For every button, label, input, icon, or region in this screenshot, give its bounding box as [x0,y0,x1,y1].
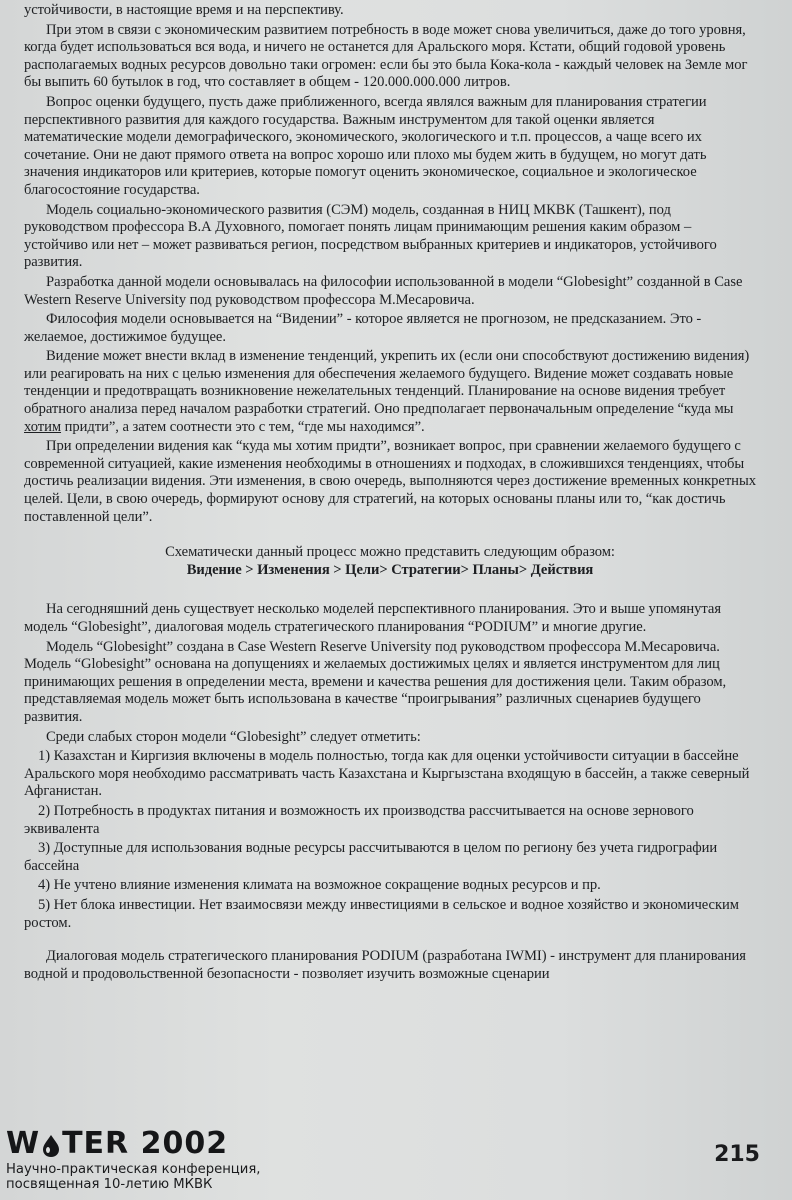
list-item: 5) Нет блока инвестиции. Нет взаимосвязи между инвестициями в сельское и водное хозяйство и экономическим ростом. [24,896,739,931]
page-number: 215 [714,1142,760,1167]
spacer [24,934,756,948]
scheme [24,544,756,579]
paragraph-vision-tail: придти”, а затем соотнести это с тем, “где мы находимся”. [61,418,425,435]
underlined-word: хотим [24,418,62,435]
footer [6,1128,786,1196]
paragraph: Среди слабых сторон модели “Globesight” следует отметить: [46,728,421,745]
scheme-chain: Видение > Изменения > Цели> Стратегии> Планы> Действия [186,561,594,578]
logo-text: TER 2002 [62,1126,229,1161]
list-item: 4) Не учтено влияние изменения климата на возможное сокращение водных ресурсов и пр. [38,877,601,894]
paragraph-vision [24,348,756,436]
conference-line-1: Научно-практическая конференция, [6,1162,261,1177]
paragraph: Вопрос оценки будущего, пусть даже приближенного, всегда являлся важным для планирования стратегии перспективного развития для каждого государства. Важным инструментом для такой оценки является математические модели демографического, экономического, экологического и т.п. процессов, а чаще всего их сочетание. Они не дают прямого ответа на вопрос хорошо или плохо мы будем жить в будущем, но могут дать значения индикаторов или критериев, которые помогут оценить экономическое, социальное и экологическое благосостояние государства. [24,93,707,198]
list-item: 2) Потребность в продуктах питания и возможность их производства рассчитывается на основе зернового эквивалента [24,802,694,837]
main-text [24,2,756,985]
water-2002-logo [6,1128,228,1160]
paragraph: При этом в связи с экономическим развитием потребность в воде может снова увеличиться, даже до того уровня, когда будет использоваться вся вода, и ничего не останется для Аральского моря. Кстати, общий годовой уровень располагаемых водных ресурсов довольно таки огромен: если бы это была Кока-кола - каждый человек на Земле мог бы выпить 60 бутылок в год, что составляет в общем - 120.000.000.000 литров. [24,21,748,91]
paragraph: На сегодняшний день существует несколько моделей перспективного планирования. Это и выше упомянутая модель “Globesight”, диалоговая модель стратегического планирования “PODIUM” и многие другие. [24,601,721,635]
paragraph: При определении видения как “куда мы хотим придти”, возникает вопрос, при сравнении желаемого будущего с современной ситуацией, какие изменения необходимы в отношениях и подходах, в сложившихся тенденциях, чтобы достичь реализации видения. Эти изменения, в свою очередь, выполняются через достижение временных конкретных целей. Цели, в свою очередь, формируют основу для стратегий, на которых основаны планы или то, “как достичь поставленной цели”. [24,438,756,525]
paragraph: Модель социально-экономического развития (СЭМ) модель, созданная в НИЦ МКВК (Ташкент), под руководством профессора В.А Духовного, помогает понять лицам принимающим решения каким образом – устойчиво или нет – может развиваться регион, посредством выбранных критериев и индикаторов, устойчивого развития. [24,201,717,271]
paragraph: устойчивости, в настоящие время и на перспективу. [24,2,344,18]
scheme-intro: Схематически данный процесс можно представить следующим образом: [165,544,615,561]
paragraph: Модель “Globesight” создана в Case Western Reserve University под руководством профессора М.Месаровича. Модель “Globesight” основана на допущениях и желаемых достижимых целях и является инструментом для лиц принимающих решения в определении места, времени и качества решения для достижения цели. Таким образом, представляемая модель может быть использована в качестве “проигрывания” различных сценариев будущего развития. [24,638,727,725]
logo-letter-w: W [6,1126,41,1161]
paragraph: Диалоговая модель стратегического планирования PODIUM (разработана IWMI) - инструмент для планирования водной и продовольственной безопасности - позволяет изучить возможные сценарии [24,948,746,982]
water-drop-icon [41,1133,61,1157]
conference-caption [6,1162,260,1192]
list-item: 1) Казахстан и Киргизия включены в модель полностью, тогда как для оценки устойчивости ситуации в бассейне Аральского моря необходимо рассматривать часть Казахстана и Кыргызстана входящую в бассейн, а также северный Афганистан. [24,748,750,800]
paragraph: Разработка данной модели основывалась на философии использованной в модели “Globesight” созданной в Case Western Reserve University под руководством профессора М.Месаровича. [24,273,743,308]
conference-line-2: посвященная 10-летию МКВК [6,1177,213,1192]
list-item: 3) Доступные для использования водные ресурсы рассчитываются в целом по региону без учета гидрографии бассейна [24,840,718,874]
paragraph-vision-text: Видение может внести вклад в изменение тенденций, укрепить их (если они способствуют достижению видения) или реагировать на них с целью изменения для обеспечения желаемого будущего. Видение может создавать новые тенденции и предотвращать возникновение нежелательных тенденций. Планирование на основе видения требует обратного анализа перед началом разработки стратегий. Оно предполагает первоначальным определение “куда мы [24,348,750,418]
paragraph: Философия модели основывается на “Видении” - которое является не прогнозом, не предсказанием. Это - желаемое, достижимое будущее. [24,311,702,345]
